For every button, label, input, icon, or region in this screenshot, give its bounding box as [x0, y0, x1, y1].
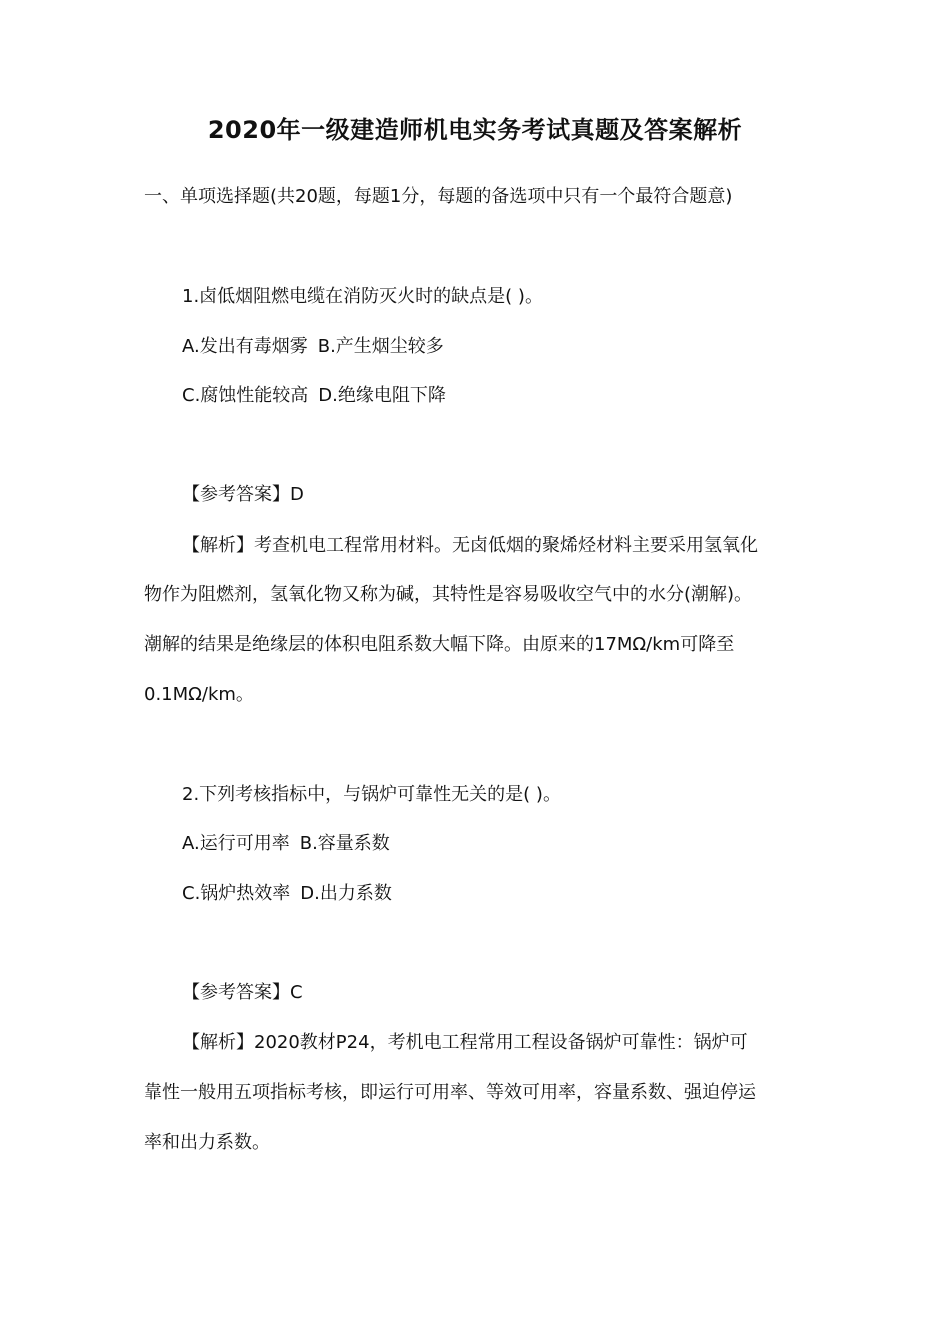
question-2-options-ab [182, 829, 390, 859]
question-1-options-cd [182, 381, 446, 411]
question-1-options-ab [182, 332, 444, 362]
question-1-analysis-line: 物作为阻燃剂，氢氧化物又称为碱，其特性是容易吸收空气中的水分(潮解)。 [144, 584, 753, 605]
question-1-option-a: A.发出有毒烟雾 [182, 336, 308, 357]
question-1-answer: 【参考答案】D [182, 484, 304, 505]
question-2-stem: 2.下列考核指标中，与锅炉可靠性无关的是( )。 [182, 784, 561, 805]
question-2-option-c: C.锅炉热效率 [182, 883, 291, 904]
question-2-option-a: A.运行可用率 [182, 833, 290, 854]
question-2-analysis-line: 率和出力系数。 [144, 1132, 270, 1153]
question-2-analysis-line: 【解析】2020教材P24，考机电工程常用工程设备锅炉可靠性：锅炉可 [182, 1032, 748, 1053]
question-1-option-c: C.腐蚀性能较高 [182, 385, 309, 406]
question-2-option-b: B.容量系数 [299, 833, 390, 854]
question-1-analysis-line: 潮解的结果是绝缘层的体积电阻系数大幅下降。由原来的17MΩ/km可降至 [144, 634, 735, 655]
question-1-option-d: D.绝缘电阻下降 [318, 385, 446, 406]
question-1-option-b: B.产生烟尘较多 [317, 336, 444, 357]
question-2-option-d: D.出力系数 [300, 883, 392, 904]
section-heading: 一、单项选择题(共20题，每题1分，每题的备选项中只有一个最符合题意) [144, 186, 733, 207]
question-2-options-cd [182, 879, 392, 909]
document-title: 2020年一级建造师机电实务考试真题及答案解析 [207, 116, 743, 144]
question-1-analysis-line: 0.1MΩ/km。 [144, 684, 254, 705]
question-1-stem: 1.卤低烟阻燃电缆在消防灭火时的缺点是( )。 [182, 286, 543, 307]
question-2-answer: 【参考答案】C [182, 982, 303, 1003]
question-2-analysis-line: 靠性一般用五项指标考核，即运行可用率、等效可用率，容量系数、强迫停运 [144, 1082, 756, 1103]
question-1-analysis-line: 【解析】考查机电工程常用材料。无卤低烟的聚烯烃材料主要采用氢氧化 [182, 535, 758, 556]
